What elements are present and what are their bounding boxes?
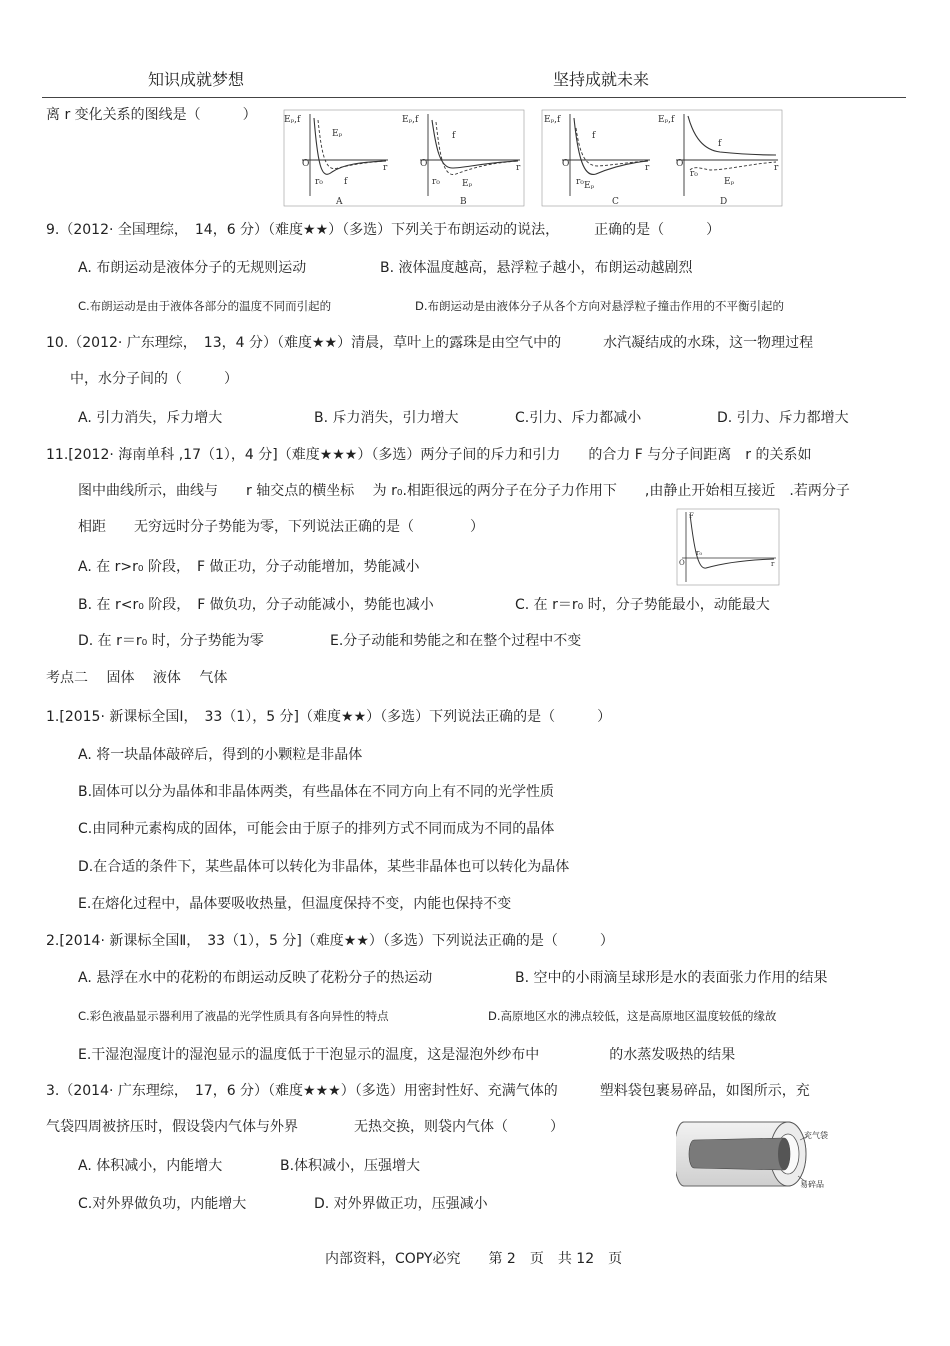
panel-c <box>544 114 650 207</box>
s3-option-d: D. 对外界做正功，压强减小 <box>314 1196 488 1212</box>
fig11-x: r <box>771 560 775 568</box>
q11-stem-2: 图中曲线所示，曲线与 r 轴交点的横坐标 为 r₀.相距很远的两分子在分子力作用下 ,由静止开始相互接近 .若两分子 <box>78 483 850 499</box>
s3-option-a: A. 体积减小，内能增大 <box>78 1158 223 1174</box>
page-footer: 内部资料，COPY必究 第 2 页 共 12 页 <box>325 1251 623 1267</box>
d-o: O <box>676 159 684 169</box>
q10-option-c: C.引力、斥力都减小 <box>515 410 642 426</box>
q9-option-c: C.布朗运动是由于液体各部分的温度不同而引起的 <box>78 299 332 313</box>
c-ep: Eₚ <box>584 181 595 191</box>
s1-option-a: A. 将一块晶体敲碎后，得到的小颗粒是非晶体 <box>78 747 363 763</box>
s1-option-e: E.在熔化过程中，晶体要吸收热量，但温度保持不变，内能也保持不变 <box>78 896 512 912</box>
panel-b <box>402 114 521 207</box>
c-r: r <box>645 163 650 173</box>
s1-option-d: D.在合适的条件下，某些晶体可以转化为非晶体，某些非晶体也可以转化为晶体 <box>78 859 570 875</box>
s3-option-b: B.体积减小，压强增大 <box>280 1158 421 1174</box>
header-left: 知识成就梦想 <box>148 70 245 89</box>
a-r: r <box>383 163 388 173</box>
fig11-r0: r₀ <box>696 549 703 557</box>
header-rule <box>42 97 906 98</box>
s3-stem-1: 3.（2014· 广东理综， 17，6 分）（难度★★★）（多选）用密封性好、充满气体的 塑料袋包裹易碎品，如图所示，充 <box>46 1083 810 1099</box>
s3-stem-2: 气袋四周被挤压时，假设袋内气体与外界 无热交换，则袋内气体（ ） <box>46 1119 564 1135</box>
air-bag-figure <box>676 1114 832 1192</box>
s1-option-c: C.由同种元素构成的固体，可能会由于原子的排列方式不同而成为不同的晶体 <box>78 821 555 837</box>
a-r0: r₀ <box>315 177 323 187</box>
a-ep: Eₚ <box>332 129 343 139</box>
a-o: O <box>302 159 310 169</box>
q9-option-b: B. 液体温度越高，悬浮粒子越小，布朗运动越剧烈 <box>380 260 693 276</box>
d-panel: D <box>720 197 728 207</box>
q10-stem-1: 10.（2012· 广东理综， 13，4 分）（难度★★）清晨，草叶上的露珠是由空气中的 水汽凝结成的水珠，这一物理过程 <box>46 335 814 351</box>
s2-option-e: E.干湿泡湿度计的湿泡显示的温度低于干泡显示的温度，这是湿泡外纱布中 的水蒸发吸热的结果 <box>78 1047 736 1063</box>
header-right: 坚持成就未来 <box>553 70 650 89</box>
b-panel: B <box>460 197 467 207</box>
d-ylabel: Eₚ,f <box>658 115 675 125</box>
s2-option-b: B. 空中的小雨滴呈球形是水的表面张力作用的结果 <box>515 970 828 986</box>
fig11-y: F <box>689 512 694 520</box>
q10-option-b: B. 斥力消失，引力增大 <box>314 410 459 426</box>
panel-d <box>658 114 779 207</box>
q9-option-a: A. 布朗运动是液体分子的无规则运动 <box>78 260 307 276</box>
a-panel: A <box>336 197 343 207</box>
a-ylabel: Eₚ,f <box>284 115 301 125</box>
q11-option-e: E.分子动能和势能之和在整个过程中不变 <box>330 633 582 649</box>
b-f: f <box>452 131 456 141</box>
s2-stem: 2.[2014· 新课标全国Ⅱ， 33（1），5 分]（难度★★）（多选）下列说法正确的是（ ） <box>46 933 614 949</box>
q11-option-d: D. 在 r＝r₀ 时，分子势能为零 <box>78 633 264 649</box>
fig-bag-label: 充气袋 <box>804 1131 828 1140</box>
q11-stem-3: 相距 无穷远时分子势能为零，下列说法正确的是（ ） <box>78 519 484 535</box>
section-2-title: 考点二 固体 液体 气体 <box>46 670 228 686</box>
q11-option-c: C. 在 r＝r₀ 时，分子势能最小，动能最大 <box>515 597 770 613</box>
q9-option-d: D.布朗运动是由液体分子从各个方向对悬浮粒子撞击作用的不平衡引起的 <box>415 299 785 313</box>
panel-a <box>284 114 388 207</box>
s2-option-a: A. 悬浮在水中的花粉的布朗运动反映了花粉分子的热运动 <box>78 970 433 986</box>
s2-option-c: C.彩色液晶显示器利用了液晶的光学性质具有各向异性的特点 <box>78 1009 389 1023</box>
b-r: r <box>516 163 521 173</box>
q9-stem: 9.（2012· 全国理综， 14，6 分）（难度★★）（多选）下列关于布朗运动的说法， 正确的是（ ） <box>46 222 721 238</box>
q10-stem-2: 中，水分子间的（ ） <box>70 371 238 387</box>
ep-force-figure <box>280 108 785 208</box>
a-f: f <box>344 177 348 187</box>
c-f: f <box>592 131 596 141</box>
fig-item-label: 易碎品 <box>800 1180 824 1189</box>
s3-option-c: C.对外界做负功，内能增大 <box>78 1196 247 1212</box>
d-r0: r₀ <box>690 169 698 179</box>
b-ylabel: Eₚ,f <box>402 115 419 125</box>
s1-option-b: B.固体可以分为晶体和非晶体两类，有些晶体在不同方向上有不同的光学性质 <box>78 784 555 800</box>
c-r0: r₀ <box>576 177 584 187</box>
s2-option-d: D.高原地区水的沸点较低，这是高原地区温度较低的缘故 <box>488 1009 777 1023</box>
q10-option-a: A. 引力消失，斥力增大 <box>78 410 223 426</box>
fig11-o: O <box>679 559 685 567</box>
q-prev-tail: 离 r 变化关系的图线是（ ） <box>46 107 257 123</box>
q11-stem-1: 11.[2012· 海南单科 ,17（1），4 分]（难度★★★）（多选）两分子间的斥力和引力 的合力 F 与分子间距离 r 的关系如 <box>46 447 812 463</box>
q11-option-a: A. 在 r>r₀ 阶段， F 做正功，分子动能增加，势能减小 <box>78 559 420 575</box>
force-distance-figure <box>676 508 780 586</box>
b-ep: Eₚ <box>462 179 473 189</box>
b-r0: r₀ <box>432 177 440 187</box>
q11-option-b: B. 在 r<r₀ 阶段， F 做负功，分子动能减小，势能也减小 <box>78 597 434 613</box>
b-o: O <box>420 159 428 169</box>
d-ep: Eₚ <box>724 177 735 187</box>
d-f: f <box>718 139 722 149</box>
c-o: O <box>562 159 570 169</box>
c-ylabel: Eₚ,f <box>544 115 561 125</box>
s1-stem: 1.[2015· 新课标全国Ⅰ， 33（1），5 分]（难度★★）（多选）下列说法正确的是（ ） <box>46 709 612 725</box>
d-r: r <box>774 163 779 173</box>
c-panel: C <box>612 197 619 207</box>
q10-option-d: D. 引力、斥力都增大 <box>717 410 849 426</box>
